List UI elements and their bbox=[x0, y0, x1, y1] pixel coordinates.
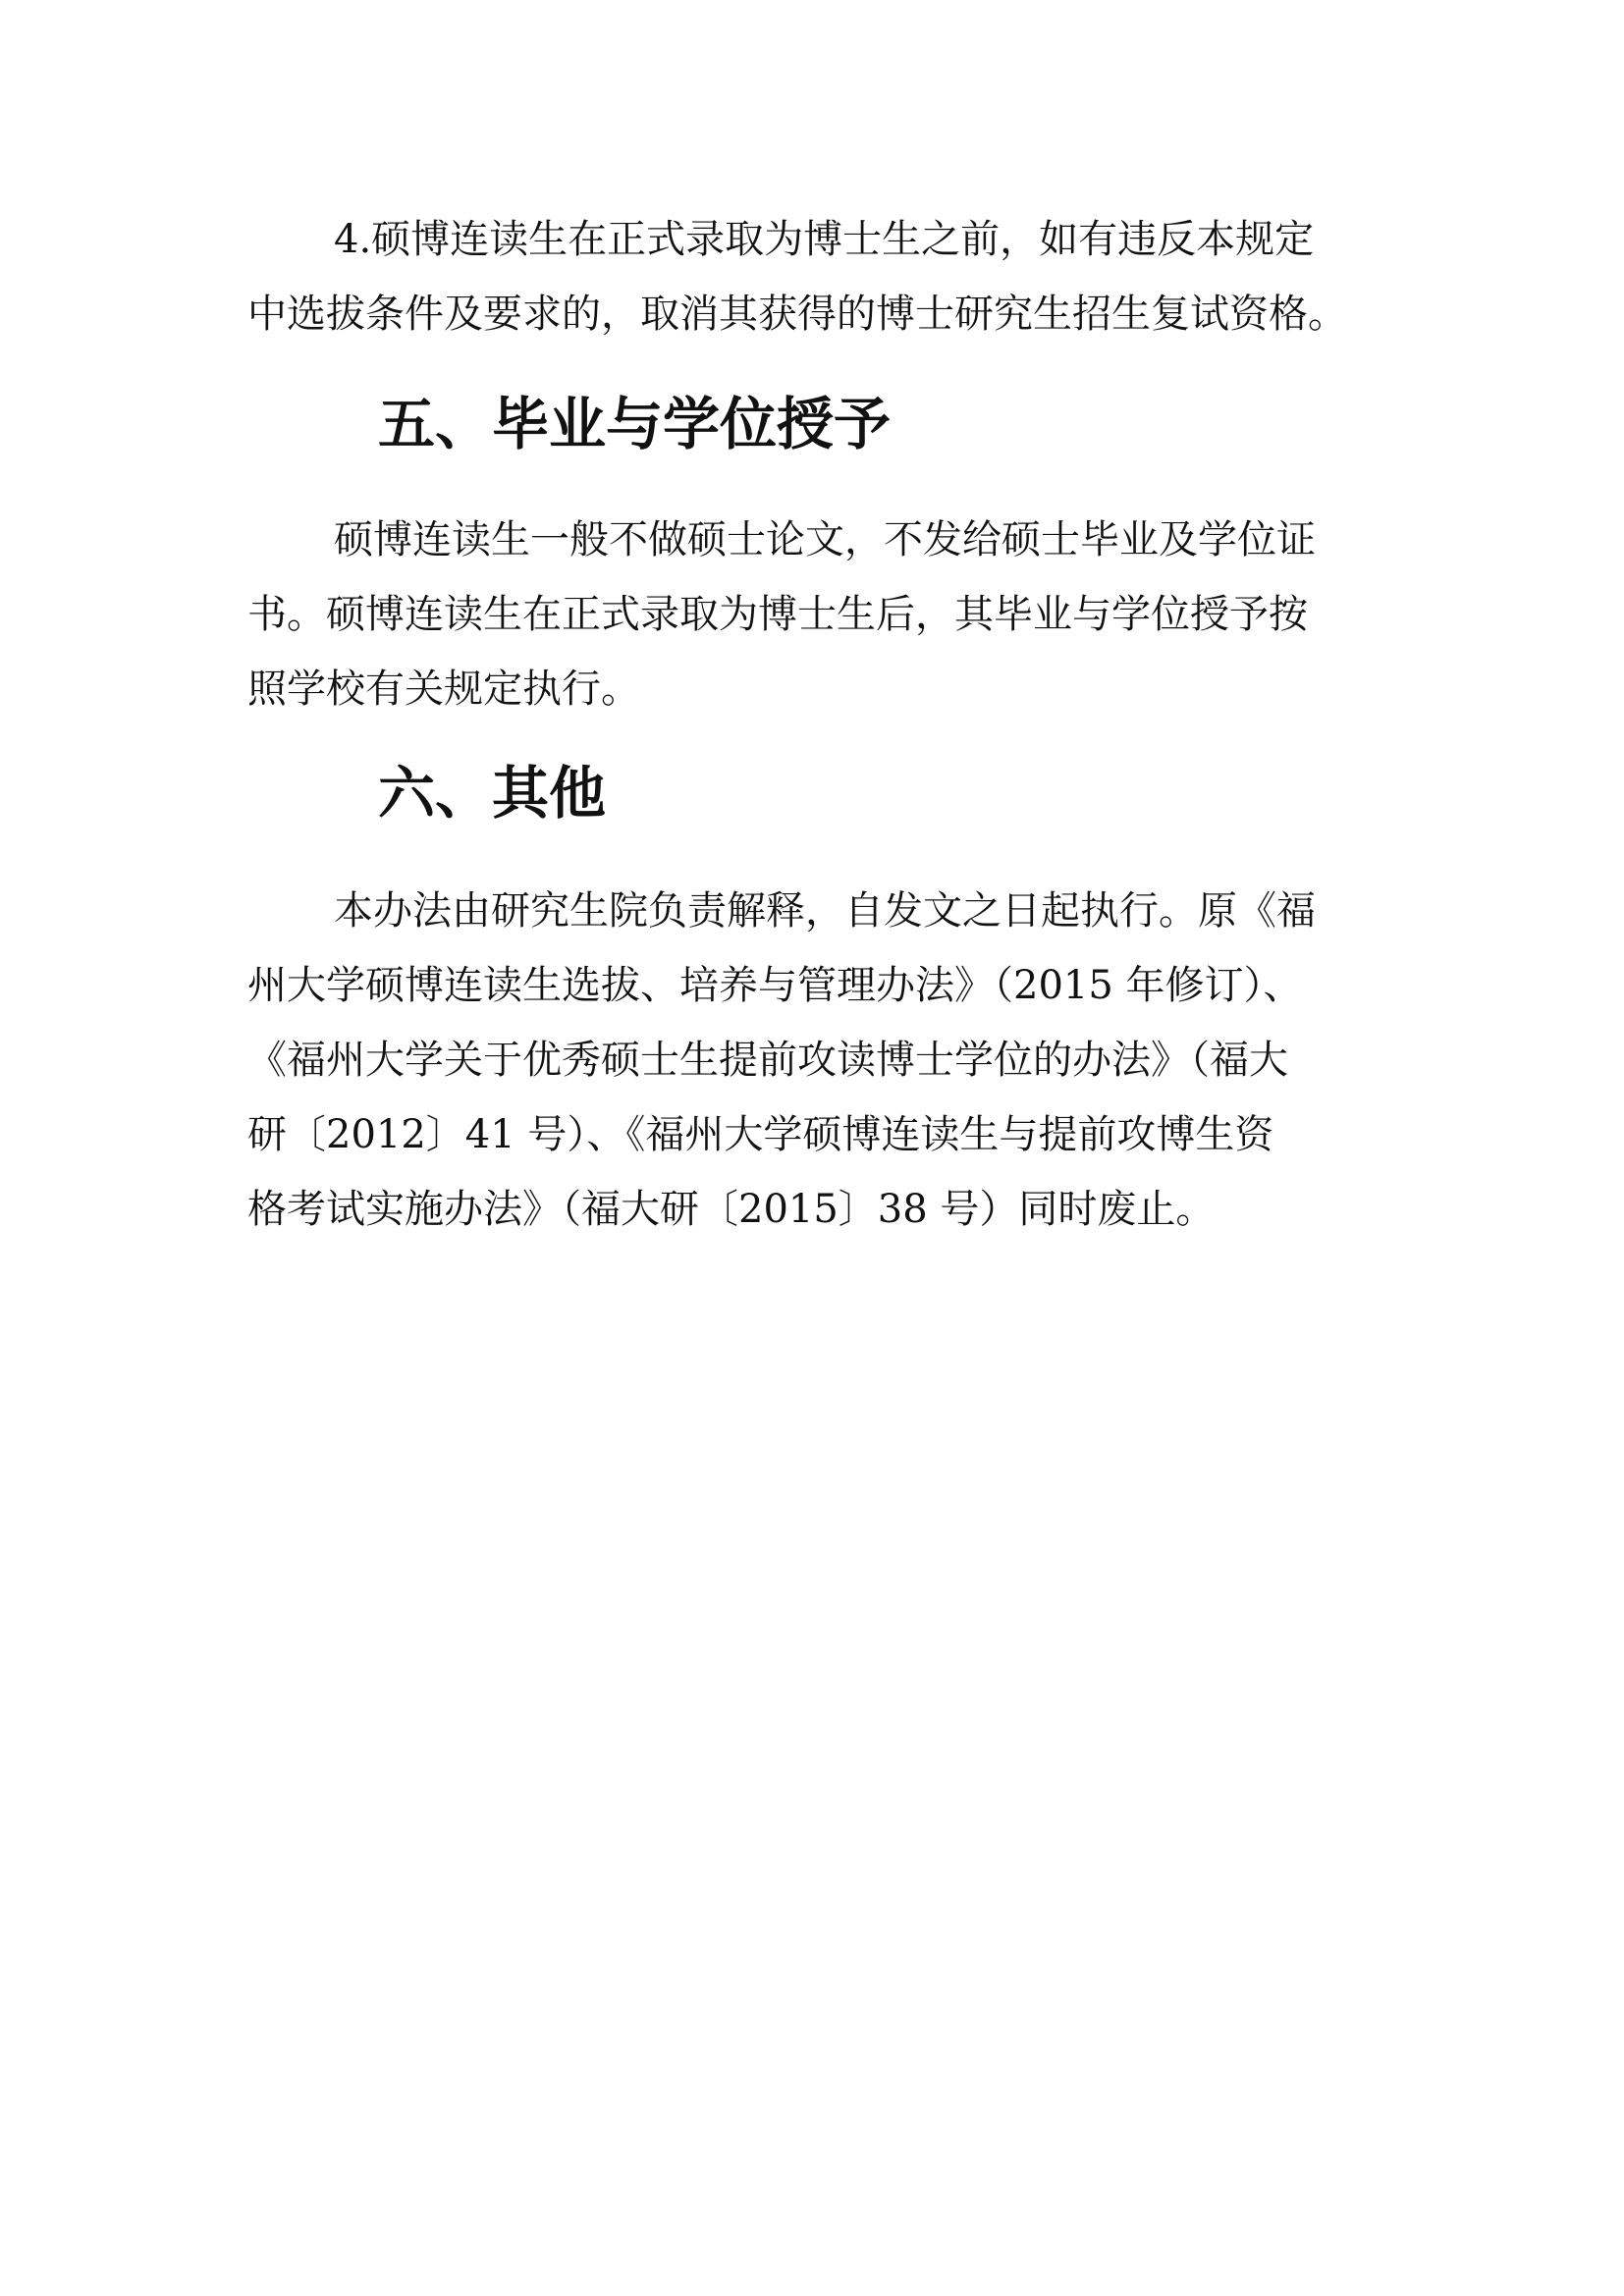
section-5-paragraph bbox=[247, 503, 1386, 726]
paragraph-line: 格考试实施办法》（福大研〔2015〕38 号）同时废止。 bbox=[247, 1187, 1216, 1232]
section-6-paragraph bbox=[247, 874, 1386, 1247]
paragraph-line: 硕博连读生一般不做硕士论文，不发给硕士毕业及学位证 bbox=[334, 517, 1316, 562]
item-4-paragraph bbox=[247, 202, 1386, 351]
paragraph-line: 照学校有关规定执行。 bbox=[247, 667, 640, 712]
paragraph-line: 本办法由研究生院负责解释，自发文之日起执行。原《福 bbox=[334, 888, 1316, 934]
paragraph-line: 《福州大学关于优秀硕士生提前攻读博士学位的办法》（福大 bbox=[247, 1038, 1288, 1083]
section-5-heading: 五、毕业与学位授予 bbox=[378, 391, 892, 457]
paragraph-line: 州大学硕博连读生选拔、培养与管理办法》（2015 年修订）、 bbox=[247, 963, 1303, 1008]
paragraph-line: 书。硕博连读生在正式录取为博士生后，其毕业与学位授予按 bbox=[247, 592, 1308, 637]
paragraph-line: 研〔2012〕41 号）、《福州大学硕博连读生与提前攻博生资 bbox=[247, 1112, 1274, 1157]
section-6-heading: 六、其他 bbox=[378, 760, 607, 827]
paragraph-line: 4.硕博连读生在正式录取为博士生之前，如有违反本规定 bbox=[334, 217, 1315, 262]
paragraph-line: 中选拔条件及要求的，取消其获得的博士研究生招生复试资格。 bbox=[247, 292, 1347, 337]
